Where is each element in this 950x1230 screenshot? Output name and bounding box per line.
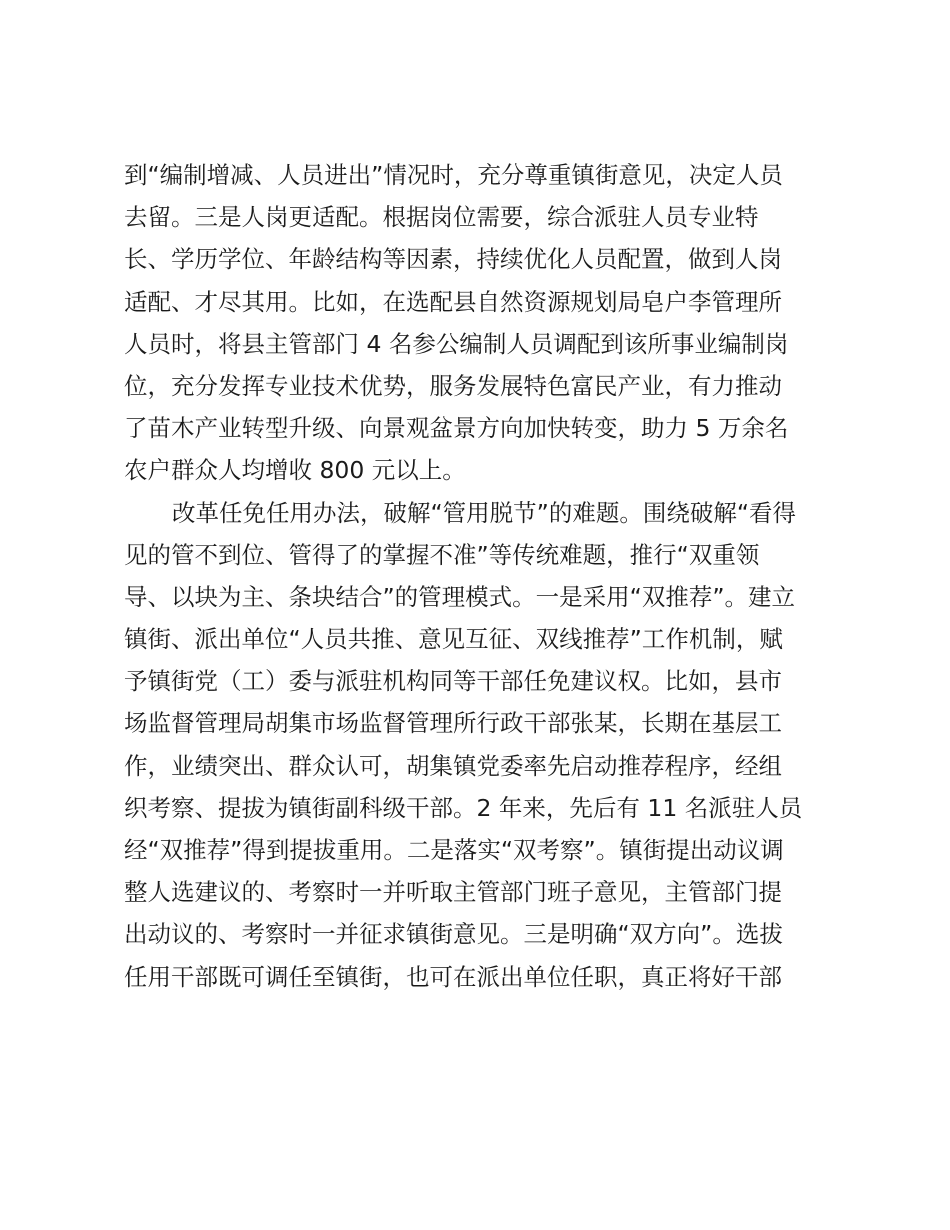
text-line: 适配、才尽其用。比如，在选配县自然资源规划局皂户李管理所 (124, 287, 782, 316)
text-line: 导、以块为主、条块结合”的管理模式。一是采用“双推荐”。建立 (124, 582, 796, 611)
text-line: 长、学历学位、年龄结构等因素，持续优化人员配置，做到人岗 (124, 245, 782, 274)
text-line: 人员时，将县主管部门 4 名参公编制人员调配到该所事业编制岗 (124, 329, 789, 358)
text-line: 见的管不到位、管得了的掌握不准”等传统难题，推行“双重领 (124, 540, 760, 569)
text-line: 出动议的、考察时一并征求镇街意见。三是明确“双方向”。选拔 (124, 920, 783, 949)
text-line: 了苗木产业转型升级、向景观盆景方向加快转变，助力 5 万余名 (124, 414, 789, 443)
paragraph (124, 492, 844, 998)
text-line: 农户群众人均增收 800 元以上。 (124, 456, 466, 485)
text-line: 位，充分发挥专业技术优势，服务发展特色富民产业，有力推动 (124, 371, 782, 400)
text-line: 予镇街党（工）委与派驻机构同等干部任免建议权。比如，县市 (124, 667, 782, 696)
text-line: 场监督管理局胡集市场监督管理所行政干部张某，长期在基层工 (124, 709, 782, 738)
text-line: 作，业绩突出、群众认可，胡集镇党委率先启动推荐程序，经组 (124, 751, 782, 780)
text-line: 镇街、派出单位“人员共推、意见互征、双线推荐”工作机制，赋 (124, 625, 783, 654)
text-line: 改革任免任用办法，破解“管用脱节”的难题。围绕破解“看得 (172, 498, 797, 527)
text-line: 任用干部既可调任至镇街，也可在派出单位任职，真正将好干部 (124, 962, 782, 991)
text-line: 整人选建议的、考察时一并听取主管部门班子意见，主管部门提 (124, 878, 782, 907)
text-line: 织考察、提拔为镇街副科级干部。2 年来，先后有 11 名派驻人员 (124, 793, 803, 822)
text-line: 经“双推荐”得到提拔重用。二是落实“双考察”。镇街提出动议调 (124, 836, 784, 864)
document-body (124, 154, 844, 998)
text-line: 去留。三是人岗更适配。根据岗位需要，综合派驻人员专业特 (124, 203, 759, 232)
paragraph (124, 154, 844, 492)
text-line: 到“编制增减、人员进出”情况时，充分尊重镇街意见，决定人员 (124, 161, 783, 189)
